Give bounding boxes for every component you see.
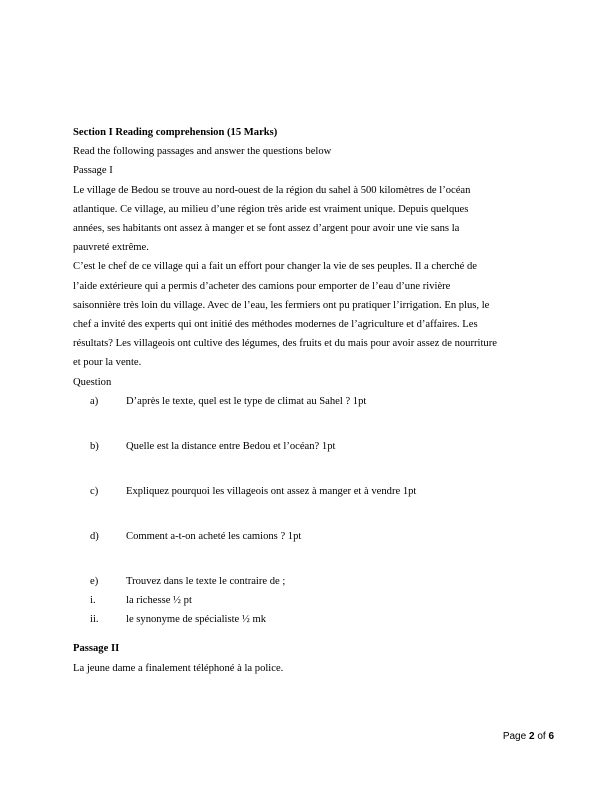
question-label: e) xyxy=(90,575,99,587)
passage-line: l’aide extérieure qui a permis d’acheter des camions pour emporter de l’eau d’une rivière xyxy=(73,280,451,292)
current-page: 2 xyxy=(528,731,535,742)
question-label: ii. xyxy=(90,614,99,626)
passage-line: atlantique. Ce village, au milieu d’une région très aride est vraiment unique. Depuis quelques xyxy=(73,203,469,215)
question-label: c) xyxy=(90,485,99,497)
passage-line: saisonnière très loin du village. Avec de l’eau, les fermiers ont pu pratiquer l’irrigation. En plus, le xyxy=(73,299,490,311)
question-label: a) xyxy=(90,395,99,407)
passage-line: Le village de Bedou se trouve au nord-ouest de la région du sahel à 500 kilomètres de l’océan xyxy=(73,184,471,196)
passage-line: La jeune dame a finalement téléphoné à la police. xyxy=(73,662,284,674)
question-label: b) xyxy=(90,440,99,452)
passage-1-text xyxy=(73,181,553,373)
question-text: D’après le texte, quel est le type de climat au Sahel ? 1pt xyxy=(126,395,367,407)
passage-line: pauvreté extrême. xyxy=(73,242,149,254)
question-text: le synonyme de spécialiste ½ mk xyxy=(126,614,267,626)
question-item xyxy=(73,437,553,482)
question-text: Comment a-t-on acheté les camions ? 1pt xyxy=(126,530,302,542)
total-pages: 6 xyxy=(548,731,554,742)
question-list xyxy=(73,392,553,630)
question-text: la richesse ½ pt xyxy=(126,595,192,607)
spacer xyxy=(73,629,553,639)
question-item xyxy=(73,572,553,591)
question-item xyxy=(73,482,553,527)
page-word: Page xyxy=(502,731,527,742)
passage-1-title: Passage I xyxy=(73,165,113,177)
question-text: Quelle est la distance entre Bedou et l’océan? 1pt xyxy=(126,440,336,452)
page-number xyxy=(503,731,554,742)
question-subitem xyxy=(73,610,553,629)
passage-2-title: Passage II xyxy=(73,643,120,655)
section-heading: Section I Reading comprehension (15 Marks) xyxy=(73,127,278,138)
of-word: of xyxy=(537,731,546,742)
passage-line: C’est le chef de ce village qui a fait un effort pour changer la vie de ses peuples. Il a cherché de xyxy=(73,261,477,273)
question-text: Expliquez pourquoi les villageois ont assez à manger et à vendre 1pt xyxy=(126,485,417,497)
question-label: d) xyxy=(90,530,99,542)
question-subitem xyxy=(73,591,553,610)
passage-line: années, ses habitants ont assez à manger et se font assez d’argent pour avoir une vie sans la xyxy=(73,223,460,235)
questions-heading: Question xyxy=(73,376,112,388)
question-item xyxy=(73,392,553,437)
page-content xyxy=(73,123,553,678)
question-label: i. xyxy=(90,595,96,607)
passage-line: et pour la vente. xyxy=(73,357,142,369)
question-text: Trouvez dans le texte le contraire de ; xyxy=(126,575,286,587)
question-item xyxy=(73,527,553,572)
passage-line: chef a invité des experts qui ont initié des méthodes modernes de l’agriculture et d’affaires. Les xyxy=(73,319,478,331)
passage-line: résultats? Les villageois ont cultive des légumes, des fruits et du mais pour avoir assez de nourriture xyxy=(73,338,497,350)
section-instruction: Read the following passages and answer the questions below xyxy=(73,146,332,158)
